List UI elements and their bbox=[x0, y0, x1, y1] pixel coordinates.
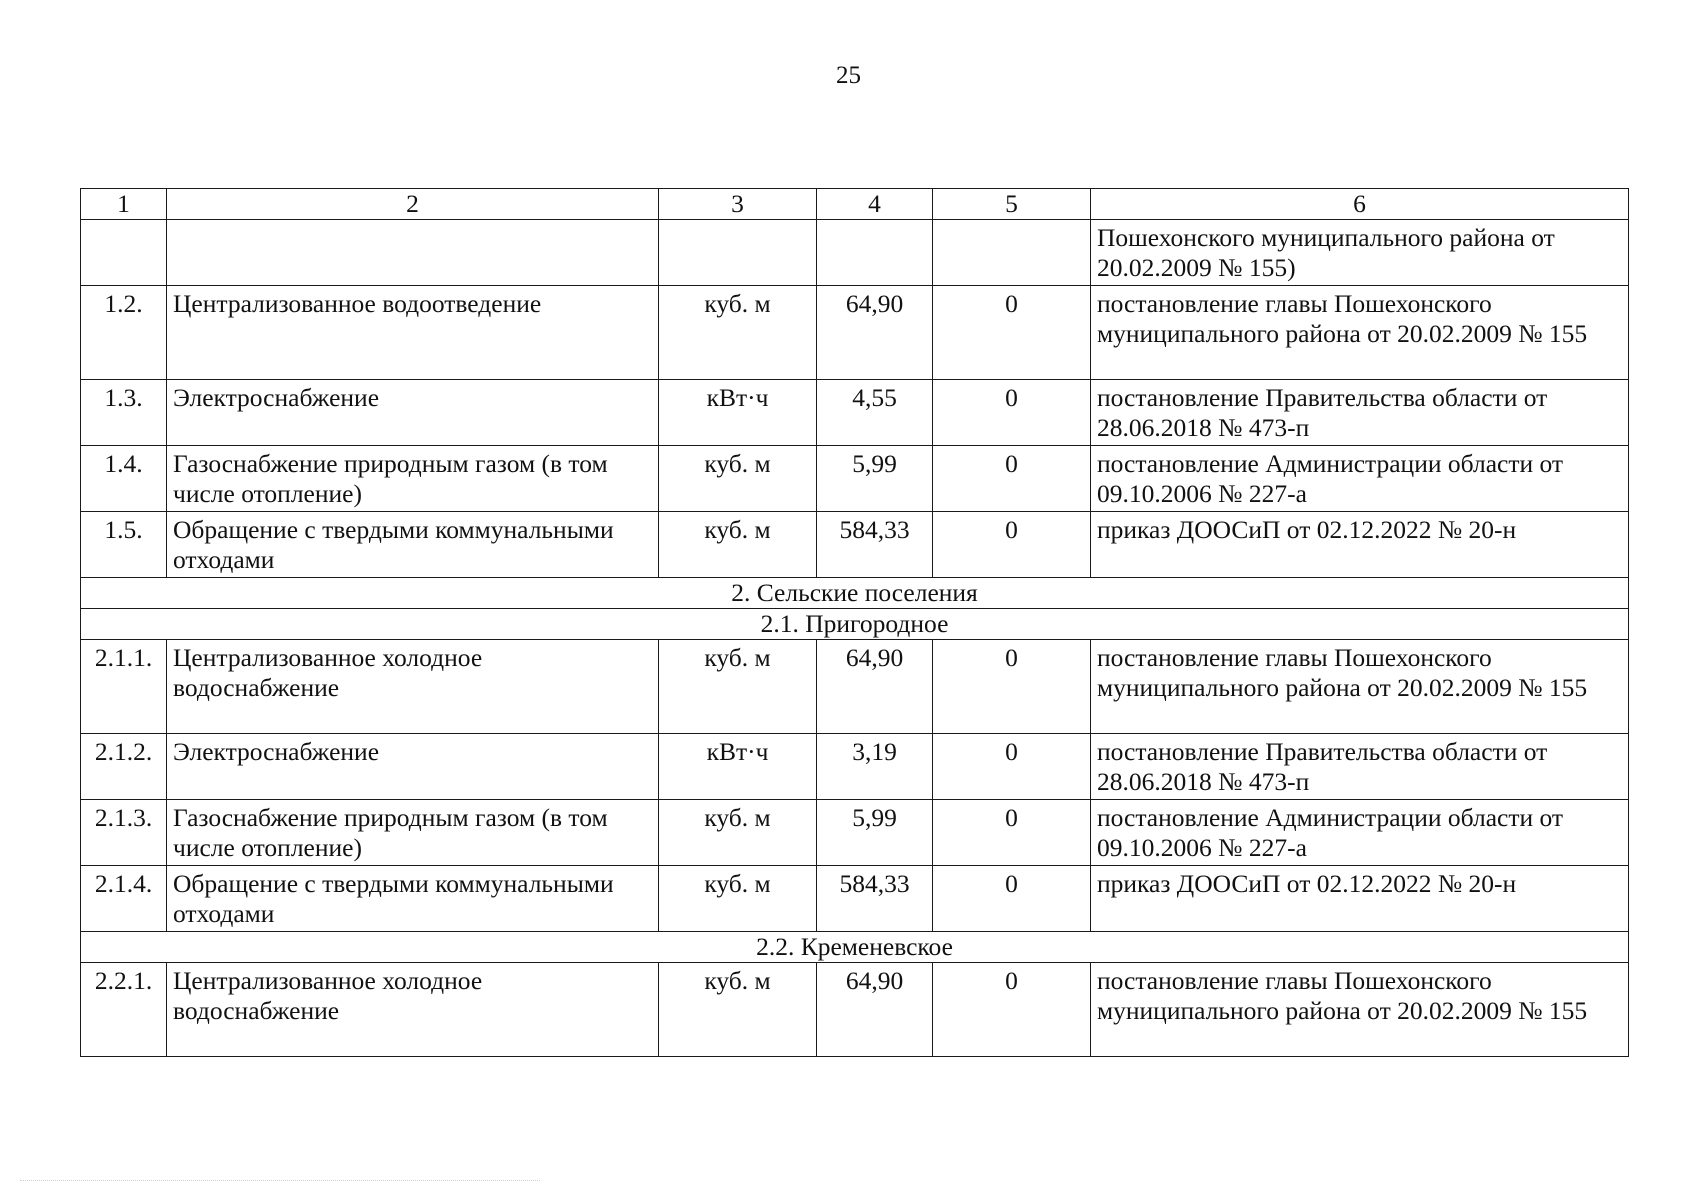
row-number: 1.2. bbox=[81, 286, 167, 380]
unit: кВт·ч bbox=[659, 380, 817, 446]
value: 5,99 bbox=[817, 446, 933, 512]
page-number: 25 bbox=[836, 62, 861, 89]
table-row bbox=[81, 380, 1629, 446]
row-number: 2.1.1. bbox=[81, 640, 167, 734]
table-row bbox=[81, 286, 1629, 380]
header-cell-4: 4 bbox=[817, 189, 933, 220]
column-5-value: 0 bbox=[933, 512, 1091, 578]
subsection-heading-row bbox=[81, 932, 1629, 963]
value: 3,19 bbox=[817, 734, 933, 800]
column-5-value: 0 bbox=[933, 734, 1091, 800]
service-name: Газоснабжение природным газом (в том числе отопление) bbox=[167, 446, 659, 512]
subsection-heading: 2.1. Пригородное bbox=[81, 609, 1629, 640]
column-5-value: 0 bbox=[933, 380, 1091, 446]
row-number bbox=[81, 220, 167, 286]
legal-basis: постановление главы Пошехонского муниципального района от 20.02.2009 № 155 bbox=[1091, 640, 1629, 734]
row-number: 1.4. bbox=[81, 446, 167, 512]
table-row bbox=[81, 640, 1629, 734]
column-5-value: 0 bbox=[933, 866, 1091, 932]
legal-basis: приказ ДООСиП от 02.12.2022 № 20-н bbox=[1091, 512, 1629, 578]
subsection-heading-row bbox=[81, 609, 1629, 640]
value bbox=[817, 220, 933, 286]
column-5-value bbox=[933, 220, 1091, 286]
unit: куб. м bbox=[659, 446, 817, 512]
legal-basis: Пошехонского муниципального района от 20.02.2009 № 155) bbox=[1091, 220, 1629, 286]
header-cell-2: 2 bbox=[167, 189, 659, 220]
legal-basis: постановление главы Пошехонского муниципального района от 20.02.2009 № 155 bbox=[1091, 286, 1629, 380]
value: 584,33 bbox=[817, 866, 933, 932]
header-cell-6: 6 bbox=[1091, 189, 1629, 220]
legal-basis: приказ ДООСиП от 02.12.2022 № 20-н bbox=[1091, 866, 1629, 932]
column-5-value: 0 bbox=[933, 640, 1091, 734]
table-row bbox=[81, 512, 1629, 578]
value: 584,33 bbox=[817, 512, 933, 578]
legal-basis: постановление Правительства области от 28.06.2018 № 473-п bbox=[1091, 380, 1629, 446]
tariff-table bbox=[80, 188, 1629, 1057]
unit bbox=[659, 220, 817, 286]
value: 64,90 bbox=[817, 963, 933, 1057]
row-number: 1.5. bbox=[81, 512, 167, 578]
table-row bbox=[81, 446, 1629, 512]
service-name: Обращение с твердыми коммунальными отходами bbox=[167, 512, 659, 578]
header-cell-3: 3 bbox=[659, 189, 817, 220]
legal-basis: постановление Администрации области от 09.10.2006 № 227-а bbox=[1091, 800, 1629, 866]
service-name: Электроснабжение bbox=[167, 734, 659, 800]
table-row bbox=[81, 963, 1629, 1057]
row-number: 1.3. bbox=[81, 380, 167, 446]
service-name: Обращение с твердыми коммунальными отходами bbox=[167, 866, 659, 932]
scan-artifact-line bbox=[20, 1180, 540, 1181]
section-heading: 2. Сельские поселения bbox=[81, 578, 1629, 609]
column-5-value: 0 bbox=[933, 446, 1091, 512]
column-5-value: 0 bbox=[933, 286, 1091, 380]
service-name: Газоснабжение природным газом (в том числе отопление) bbox=[167, 800, 659, 866]
subsection-heading: 2.2. Кременевское bbox=[81, 932, 1629, 963]
section-heading-row bbox=[81, 578, 1629, 609]
row-number: 2.1.3. bbox=[81, 800, 167, 866]
service-name bbox=[167, 220, 659, 286]
legal-basis: постановление Правительства области от 28.06.2018 № 473-п bbox=[1091, 734, 1629, 800]
header-cell-5: 5 bbox=[933, 189, 1091, 220]
unit: куб. м bbox=[659, 512, 817, 578]
service-name: Централизованное водоотведение bbox=[167, 286, 659, 380]
service-name: Электроснабжение bbox=[167, 380, 659, 446]
value: 64,90 bbox=[817, 286, 933, 380]
table-row bbox=[81, 866, 1629, 932]
unit: куб. м bbox=[659, 286, 817, 380]
service-name: Централизованное холодное водоснабжение bbox=[167, 640, 659, 734]
column-5-value: 0 bbox=[933, 963, 1091, 1057]
column-5-value: 0 bbox=[933, 800, 1091, 866]
value: 4,55 bbox=[817, 380, 933, 446]
table-row bbox=[81, 800, 1629, 866]
row-number: 2.1.4. bbox=[81, 866, 167, 932]
header-cell-1: 1 bbox=[81, 189, 167, 220]
unit: кВт·ч bbox=[659, 734, 817, 800]
unit: куб. м bbox=[659, 866, 817, 932]
row-number: 2.2.1. bbox=[81, 963, 167, 1057]
service-name: Централизованное холодное водоснабжение bbox=[167, 963, 659, 1057]
header-row bbox=[81, 189, 1629, 220]
unit: куб. м bbox=[659, 800, 817, 866]
value: 5,99 bbox=[817, 800, 933, 866]
value: 64,90 bbox=[817, 640, 933, 734]
legal-basis: постановление главы Пошехонского муниципального района от 20.02.2009 № 155 bbox=[1091, 963, 1629, 1057]
unit: куб. м bbox=[659, 963, 817, 1057]
unit: куб. м bbox=[659, 640, 817, 734]
row-number: 2.1.2. bbox=[81, 734, 167, 800]
table-row bbox=[81, 734, 1629, 800]
table-row bbox=[81, 220, 1629, 286]
legal-basis: постановление Администрации области от 09.10.2006 № 227-а bbox=[1091, 446, 1629, 512]
